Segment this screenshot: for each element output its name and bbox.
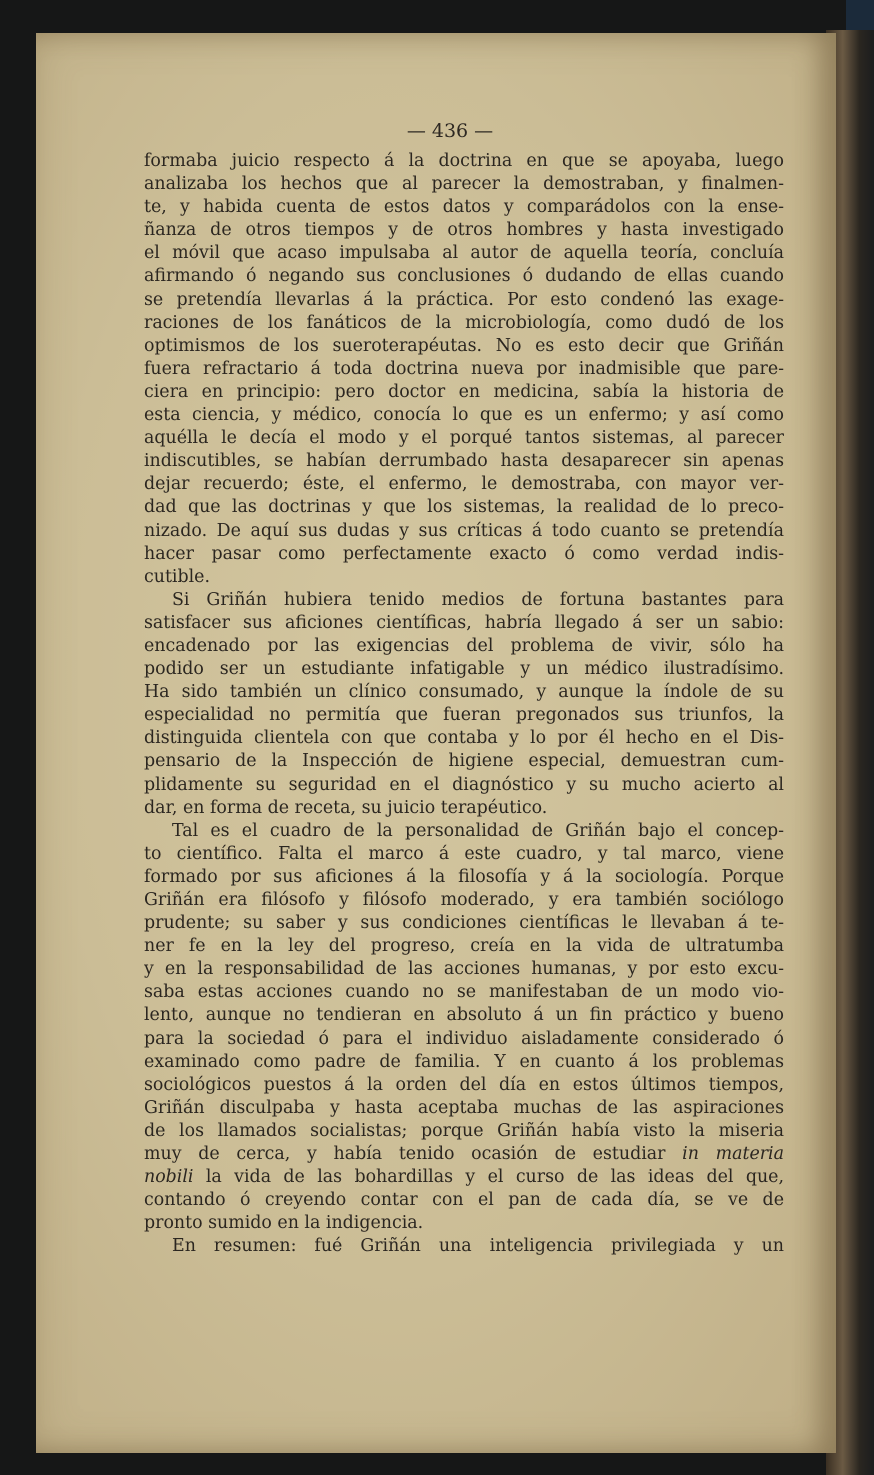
text-line xyxy=(144,150,784,173)
text-line xyxy=(144,704,784,727)
text-line-content: encadenado por las exigencias del problema de vivir, sólo ha xyxy=(144,635,784,656)
text-line-content: pensario de la Inspección de higiene especial, demuestran cum- xyxy=(144,751,784,772)
text-line xyxy=(144,196,784,219)
text-line xyxy=(144,797,784,820)
text-line xyxy=(144,1120,784,1143)
text-line-content: contando ó creyendo contar con el pan de cada día, se ve de xyxy=(144,1190,784,1211)
italic-phrase: in materia xyxy=(682,1144,784,1165)
text-line xyxy=(144,1235,784,1258)
text-line xyxy=(144,289,784,312)
text-line-content: analizaba los hechos que al parecer la demostraban, y finalmen- xyxy=(144,174,784,195)
text-line-content: para la sociedad ó para el individuo aisladamente considerado ó xyxy=(144,1028,784,1049)
text-line-content: dar, en forma de receta, su juicio terapéutico. xyxy=(144,797,548,818)
text-line xyxy=(144,1051,784,1074)
text-line xyxy=(144,404,784,427)
text-line-content: dad que las doctrinas y que los sistemas, la realidad de lo preco- xyxy=(144,497,784,518)
text-line-content: optimismos de los sueroterapéutas. No es esto decir que Griñán xyxy=(144,335,784,356)
text-line xyxy=(144,820,784,843)
text-line-content: formaba juicio respecto á la doctrina en que se apoyaba, luego xyxy=(144,151,784,171)
text-line-content: Tal es el cuadro de la personalidad de Griñán bajo el concep- xyxy=(172,820,784,841)
text-line xyxy=(144,1004,784,1027)
text-line-content: la vida de las bohardillas y el curso de las ideas del que, xyxy=(205,1167,784,1188)
italic-phrase: nobili xyxy=(144,1167,194,1188)
text-line-content: prudente; su saber y sus condiciones científicas le llevaban á te- xyxy=(144,913,784,934)
text-line xyxy=(144,219,784,242)
text-line xyxy=(144,589,784,612)
text-line-content: examinado como padre de familia. Y en cuanto á los problemas xyxy=(144,1051,784,1072)
text-line xyxy=(144,1028,784,1051)
text-line xyxy=(144,612,784,635)
text-line xyxy=(144,843,784,866)
text-line xyxy=(144,981,784,1004)
text-line-content: Si Griñán hubiera tenido medios de fortuna bastantes para xyxy=(172,589,784,610)
text-line xyxy=(144,450,784,473)
text-line xyxy=(144,1074,784,1097)
text-line xyxy=(144,473,784,496)
text-line xyxy=(144,265,784,288)
text-line-content: lento, aunque no tendieran en absoluto á un fin práctico y bueno xyxy=(144,1005,784,1026)
text-line-content: muy de cerca, y había tenido ocasión de estudiar xyxy=(144,1144,666,1165)
text-line xyxy=(144,727,784,750)
text-line-content: especialidad no permitía que fueran pregonados sus triunfos, la xyxy=(144,705,784,726)
text-line xyxy=(144,1189,784,1212)
text-line xyxy=(144,750,784,773)
text-line-content: sociológicos puestos á la orden del día en estos últimos tiempos, xyxy=(144,1074,784,1095)
text-line-content: de los llamados socialistas; porque Griñán había visto la miseria xyxy=(144,1120,784,1141)
text-line xyxy=(144,958,784,981)
text-line-content: Griñán era filósofo y filósofo moderado, y era también sociólogo xyxy=(144,890,784,910)
text-line-content: to científico. Falta el marco á este cuadro, y tal marco, viene xyxy=(144,843,784,864)
text-line-content: y en la responsabilidad de las acciones humanas, y por esto excu- xyxy=(144,959,784,980)
text-line-content: aquélla le decía el modo y el porqué tantos sistemas, al parecer xyxy=(144,428,784,449)
text-line xyxy=(144,658,784,681)
text-line-content: afirmando ó negando sus conclusiones ó dudando de ellas cuando xyxy=(144,266,784,287)
body-text xyxy=(144,150,784,1259)
text-line-content: plidamente su seguridad en el diagnóstico y su mucho acierto al xyxy=(144,774,784,795)
text-line xyxy=(144,635,784,658)
text-line xyxy=(144,1143,784,1166)
text-line-content: esta ciencia, y médico, conocía lo que es un enfermo; y así como xyxy=(144,405,784,426)
text-line-content: dejar recuerdo; éste, el enfermo, le demostraba, con mayor ver- xyxy=(144,474,784,495)
text-line xyxy=(144,242,784,265)
text-line xyxy=(144,543,784,566)
text-line xyxy=(144,173,784,196)
text-line xyxy=(144,912,784,935)
text-line-content: En resumen: fué Griñán una inteligencia privilegiada y un xyxy=(172,1236,784,1257)
text-line xyxy=(144,520,784,543)
text-line xyxy=(144,889,784,912)
text-line-content: te, y habida cuenta de estos datos y comparádolos con la ense- xyxy=(144,197,784,218)
text-line-content: ñanza de otros tiempos y de otros hombres y hasta investigado xyxy=(144,220,784,241)
text-line xyxy=(144,774,784,797)
text-line-content: se pretendía llevarlas á la práctica. Por esto condenó las exage- xyxy=(144,289,784,310)
text-line-content: saba estas acciones cuando no se manifestaban de un modo vio- xyxy=(144,982,784,1003)
text-line-content: satisfacer sus aficiones científicas, habría llegado á ser un sabio: xyxy=(144,612,784,633)
text-line-content: raciones de los fanáticos de la microbiología, como dudó de los xyxy=(144,312,784,333)
text-line-content: Ha sido también un clínico consumado, y aunque la índole de su xyxy=(144,682,784,703)
text-line-content: cutible. xyxy=(144,566,211,587)
text-line-content: formado por sus aficiones á la filosofía y á la sociología. Porque xyxy=(144,866,784,887)
text-line-content: el móvil que acaso impulsaba al autor de aquella teoría, concluía xyxy=(144,243,784,264)
text-line-content: Griñán disculpaba y hasta aceptaba muchas de las aspiraciones xyxy=(144,1097,784,1118)
text-line xyxy=(144,566,784,589)
text-line xyxy=(144,935,784,958)
text-line-content: podido ser un estudiante infatigable y un médico ilustradísimo. xyxy=(144,659,784,680)
text-line xyxy=(144,866,784,889)
text-line-content: ner fe en la ley del progreso, creía en la vida de ultratumba xyxy=(144,936,784,957)
text-line xyxy=(144,427,784,450)
text-line xyxy=(144,381,784,404)
text-line-content: indiscutibles, se habían derrumbado hasta desaparecer sin apenas xyxy=(144,451,784,472)
text-line xyxy=(144,1166,784,1189)
text-line xyxy=(144,496,784,519)
text-line xyxy=(144,335,784,358)
text-line-content: fuera refractario á toda doctrina nueva por inadmisible que pare- xyxy=(144,358,784,379)
text-line xyxy=(144,681,784,704)
text-line-content: ciera en principio: pero doctor en medicina, sabía la historia de xyxy=(144,381,784,402)
text-line-content: pronto sumido en la indigencia. xyxy=(144,1213,424,1234)
text-line xyxy=(144,1097,784,1120)
page-number: — 436 — xyxy=(406,120,494,142)
text-line-content: hacer pasar como perfectamente exacto ó como verdad indis- xyxy=(144,543,784,564)
text-line-content: distinguida clientela con que contaba y lo por él hecho en el Dis- xyxy=(144,728,784,749)
text-line xyxy=(144,358,784,381)
text-line-content: nizado. De aquí sus dudas y sus críticas á todo cuanto se pretendía xyxy=(144,520,784,541)
text-line xyxy=(144,312,784,335)
text-line xyxy=(144,1212,784,1235)
